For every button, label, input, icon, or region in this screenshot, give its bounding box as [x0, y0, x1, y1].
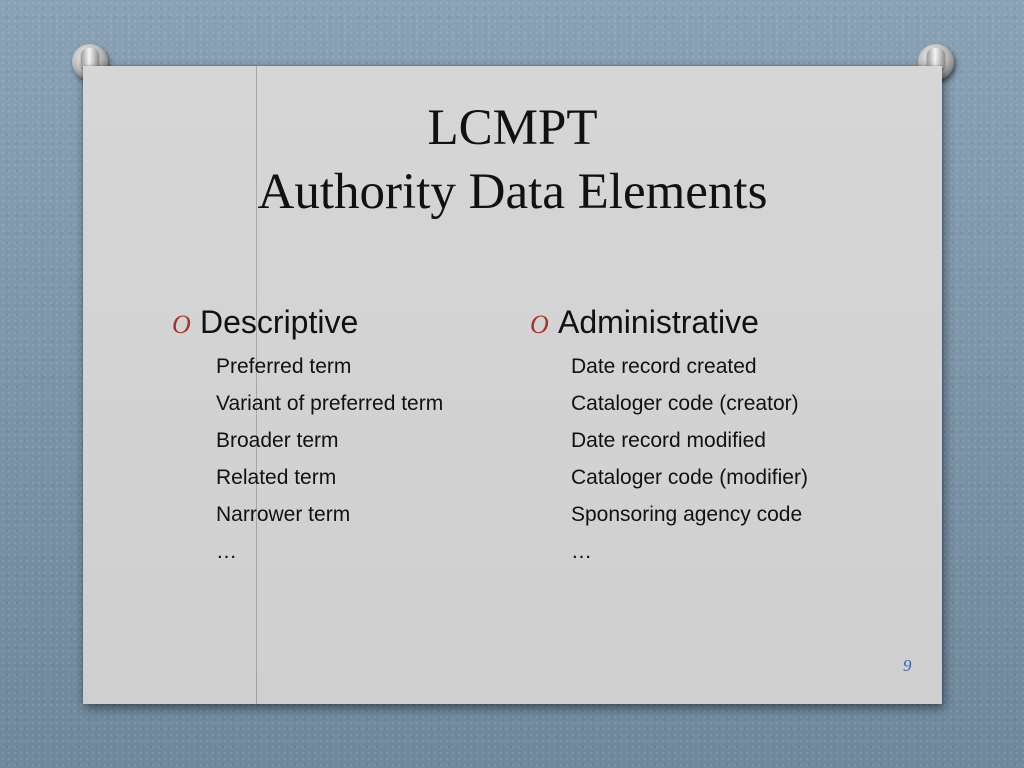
list-item: Sponsoring agency code — [571, 503, 803, 526]
descriptive-heading — [172, 302, 443, 345]
bullet-icon: O — [530, 310, 549, 339]
bullet-icon: O — [172, 310, 191, 339]
slide-paper — [83, 66, 942, 704]
list-item: Cataloger code (creator) — [571, 392, 799, 415]
list-item: … — [216, 540, 237, 563]
descriptive-list — [216, 348, 443, 570]
page-number: 9 — [903, 656, 912, 675]
list-item: Variant of preferred term — [216, 392, 444, 415]
list-item: Narrower term — [216, 503, 351, 526]
slide-title — [83, 96, 942, 224]
heading-label: Descriptive — [200, 304, 359, 340]
heading-label: Administrative — [558, 304, 759, 340]
list-item: … — [571, 540, 592, 563]
list-item: Related term — [216, 466, 337, 489]
list-item: Preferred term — [216, 355, 352, 378]
list-item: Date record modified — [571, 429, 766, 452]
title-line-2: Authority Data Elements — [257, 164, 768, 220]
administrative-heading — [530, 302, 808, 345]
list-item: Cataloger code (modifier) — [571, 466, 808, 489]
administrative-list — [571, 348, 808, 570]
descriptive-column — [172, 302, 443, 570]
title-line-1: LCMPT — [427, 100, 598, 156]
list-item: Broader term — [216, 429, 339, 452]
administrative-column — [530, 302, 808, 570]
list-item: Date record created — [571, 355, 757, 378]
